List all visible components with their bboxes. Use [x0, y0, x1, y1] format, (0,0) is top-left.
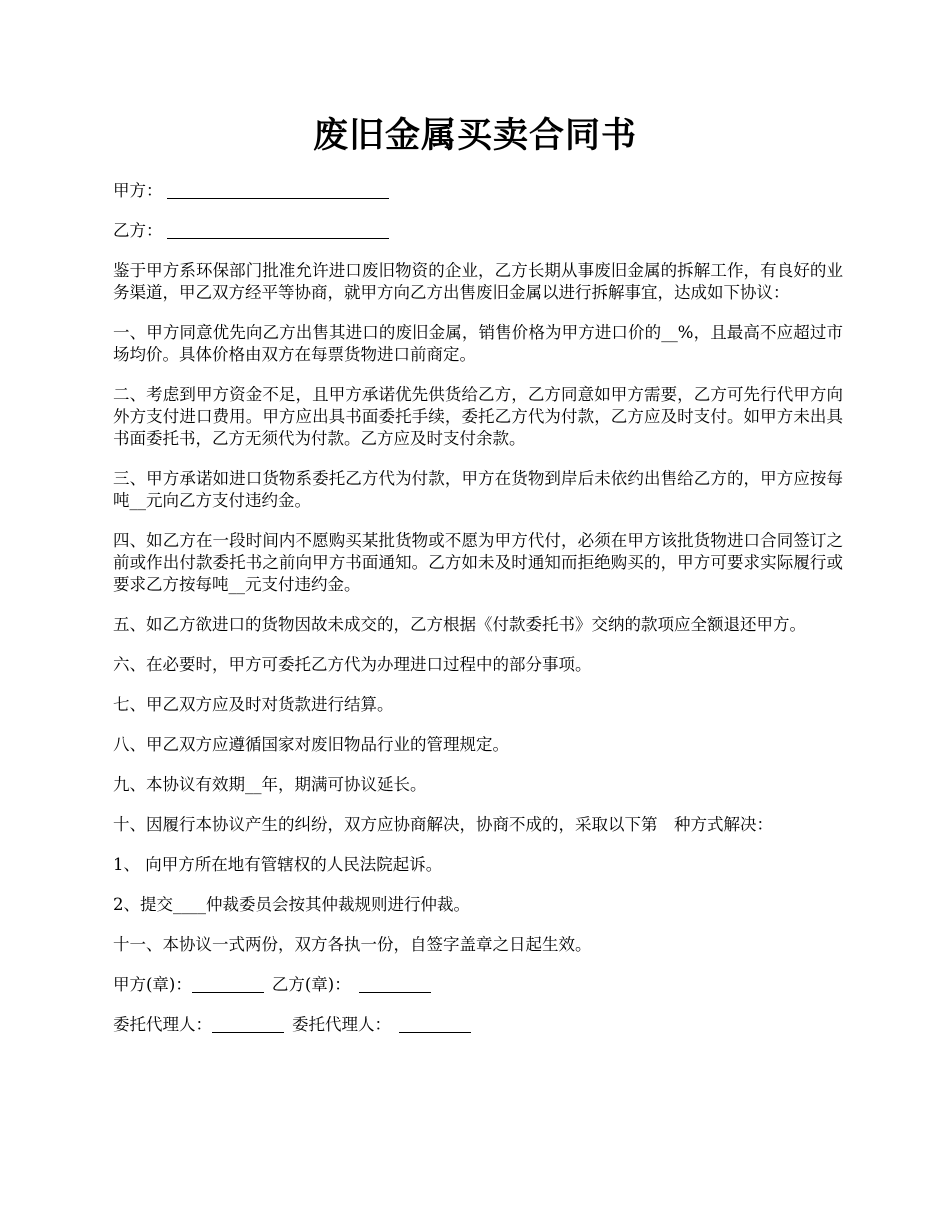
clause-10-option-1: 1、 向甲方所在地有管辖权的人民法院起诉。 [113, 855, 443, 874]
clause-11: 十一、本协议一式两份，双方各执一份，自签字盖章之日起生效。 [113, 935, 592, 954]
agent-a-blank [212, 1031, 284, 1033]
clause-2: 二、考虑到甲方资金不足，且甲方承诺优先供货给乙方，乙方同意如甲方需要，乙方可先行代甲方向外方支付进口费用。甲方应出具书面委托手续，委托乙方代为付款，乙方应及时支付。如甲方未出具书面委托书，乙方无须代为付款。乙方应及时支付余款。 [113, 385, 843, 448]
party-b-blank [167, 237, 389, 239]
party-b-seal-blank [359, 991, 431, 993]
clause-5: 五、如乙方欲进口的货物因故未成交的，乙方根据《付款委托书》交纳的款项应全额退还甲方。 [113, 615, 806, 634]
party-a-label: 甲方： [113, 181, 163, 200]
clause-1: 一、甲方同意优先向乙方出售其进口的废旧金属，销售价格为甲方进口价的__%，且最高不应超过市场均价。具体价格由双方在每票货物进口前商定。 [113, 323, 843, 364]
party-b-seal-label: 乙方(章)： [271, 975, 351, 994]
clause-7: 七、甲乙双方应及时对货款进行结算。 [113, 695, 394, 714]
clause-3: 三、甲方承诺如进口货物系委托乙方代为付款，甲方在货物到岸后未依约出售给乙方的，甲方应按每吨__元向乙方支付违约金。 [113, 469, 843, 510]
clause-4: 四、如乙方在一段时间内不愿购买某批货物或不愿为甲方代付，必须在甲方该批货物进口合同签订之前或作出付款委托书之前向甲方书面通知。乙方如未及时通知而拒绝购买的，甲方可要求实际履行或要求乙方按每吨__元支付违约金。 [113, 531, 843, 594]
clause-6: 六、在必要时，甲方可委托乙方代为办理进口过程中的部分事项。 [113, 655, 592, 674]
clause-10: 十、因履行本协议产生的纠纷，双方应协商解决，协商不成的，采取以下第 种方式解决： [113, 815, 773, 834]
party-a-seal-label: 甲方(章)： [113, 975, 192, 994]
party-b-line [113, 220, 843, 242]
preamble: 鉴于甲方系环保部门批准允许进口废旧物资的企业，乙方长期从事废旧金属的拆解工作，有良好的业务渠道，甲乙双方经平等协商，就甲方向乙方出售废旧金属以进行拆解事宜，达成如下协议： [113, 261, 843, 302]
clause-10-option-2: 2、提交____仲裁委员会按其仲裁规则进行仲裁。 [113, 895, 470, 914]
document-body [113, 180, 843, 1054]
clause-9: 九、本协议有效期__年，期满可协议延长。 [113, 775, 427, 794]
party-a-blank [167, 197, 389, 199]
party-b-label: 乙方： [113, 221, 163, 240]
agent-b-label: 委托代理人： [292, 1015, 391, 1034]
agent-b-blank [399, 1031, 471, 1033]
party-a-line [113, 180, 843, 202]
party-a-seal-blank [192, 991, 264, 993]
agent-a-label: 委托代理人： [113, 1015, 212, 1034]
clause-8: 八、甲乙双方应遵循国家对废旧物品行业的管理规定。 [113, 735, 509, 754]
seal-signature-line [113, 974, 843, 996]
document-title: 废旧金属买卖合同书 [312, 115, 637, 156]
agent-signature-line [113, 1014, 843, 1036]
